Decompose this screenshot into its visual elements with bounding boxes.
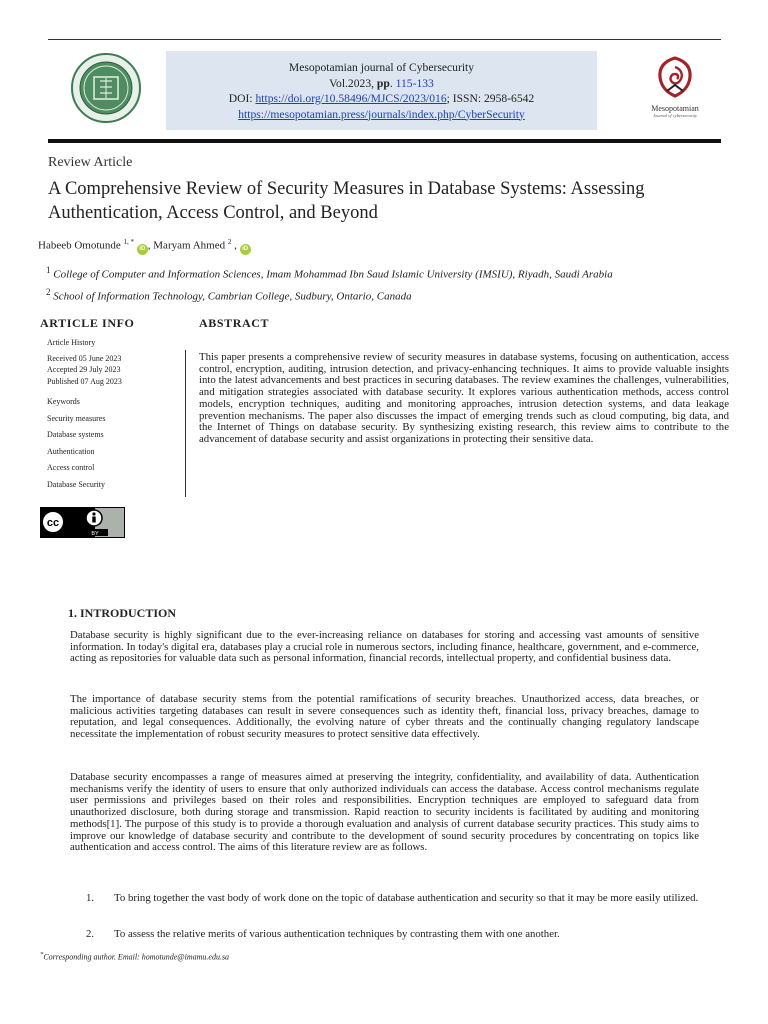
- orcid-icon[interactable]: iD: [240, 244, 251, 255]
- author-2-sup: 2: [227, 238, 232, 246]
- abstract-text: This paper presents a comprehensive review of security measures in database systems, focusing on authentication, access control, encryption, auditing, intrusion detection, and privacy-enhancing techniques. It aims to provide valuable insights into the latest advancements and best practices in securing databases. The review examines the challenges, vulnerabilities, and mitigation strategies associated with database security. It explores various authentication methods, access control models, encryption techniques, auditing and monitoring approaches, intrusion detection systems, and data leakage prevention mechanisms. The paper also discusses the impact of emerging trends such as cloud computing, big data, and the Internet of Things on database security. By synthesizing existing research, this review aims to contribute to the advancement of database security and assist organizations in protecting their sensitive data.: [199, 351, 729, 445]
- volume-text: Vol.2023,: [329, 76, 377, 90]
- orcid-icon[interactable]: iD: [137, 244, 148, 255]
- affiliation-2-text: School of Information Technology, Cambrian College, Sudbury, Ontario, Canada: [53, 290, 412, 303]
- keyword-item: Authentication: [47, 446, 95, 456]
- footnote-mark: *: [40, 951, 44, 958]
- pp-separator: .: [389, 76, 396, 90]
- list-item: [86, 893, 700, 917]
- keyword-item: Database systems: [47, 430, 104, 439]
- keyword-item: Database Security: [47, 479, 105, 489]
- journal-url-link[interactable]: https://mesopotamian.press/journals/index.php/CyberSecurity: [238, 107, 525, 121]
- introduction-heading: 1. INTRODUCTION: [68, 606, 177, 620]
- by-icon: BY: [91, 531, 99, 537]
- brand-name: Mesopotamian: [651, 104, 699, 113]
- footnote-text: Corresponding author. Email: homotunde@imamu.edu.sa: [43, 952, 230, 962]
- affiliation-2-num: 2: [46, 287, 51, 297]
- cc-by-license-badge[interactable]: [40, 507, 125, 538]
- journal-header-box: [166, 51, 597, 130]
- list-item-number: 2.: [86, 928, 95, 940]
- keyword-item: Security measures: [47, 413, 106, 423]
- corresponding-author-footnote: [40, 951, 229, 962]
- doi-link[interactable]: https://doi.org/10.58496/MJCS/2023/016: [255, 92, 447, 105]
- keywords-label: Keywords: [47, 397, 80, 406]
- published-date: Published 07 Aug 2023: [47, 376, 122, 386]
- mesopotamian-brand-logo: [641, 55, 709, 130]
- abstract-divider: [185, 350, 186, 497]
- author-1-sup: 1, *: [123, 238, 135, 246]
- article-info-list: [47, 337, 122, 495]
- affiliation-1-text: College of Computer and Information Sciences, Imam Mohammad Ibn Saud Islamic University (IMSIU), Riyadh, Saudi Arabia: [53, 268, 613, 281]
- author-2-name[interactable]: Maryam Ahmed: [153, 239, 228, 252]
- top-rule: [48, 39, 721, 40]
- doi-line: [166, 91, 597, 107]
- pp-label: pp: [376, 76, 390, 90]
- issn-text: ; ISSN: 2958-6542: [446, 92, 535, 105]
- author-separator: ,: [147, 239, 154, 252]
- doi-label: DOI:: [228, 92, 256, 105]
- list-item: [86, 929, 700, 941]
- list-item-text: To bring together the vast body of work done on the topic of database authentication and security so that it may be more easily utilized.: [114, 892, 699, 904]
- brand-subtitle: Journal of cybersecurity: [653, 113, 697, 118]
- list-item-number: 1.: [86, 892, 95, 904]
- shield-icon: [655, 55, 695, 99]
- affiliation-2: [46, 287, 412, 303]
- author-1-name[interactable]: Habeeb Omotunde: [38, 239, 124, 252]
- intro-paragraph-3: Database security encompasses a range of measures aimed at preserving the integrity, confidentiality, and availability of data. Authentication mechanisms verify the identity of users to ensure that only authorized individuals can access the database. Access control mechanisms regulate user permissions and privileges based on their roles and responsibilities. Encryption techniques are employed to safeguard data from unauthorized disclosure, both during storage and transmission. Rapid reaction to security incidents is facilitated by auditing and monitoring methods[1]. The purpose of this study is to provide a thorough evaluation and analysis of current database security practices. This study aims to improve our knowledge of database security and contribute to the development of sound security procedures by concentrating on topics like authentication and access control. The aims of this literature review are as follows.: [70, 771, 699, 854]
- article-type: Review Article: [48, 155, 133, 170]
- page-range: 115-133: [395, 76, 434, 90]
- accepted-date: Accepted 29 July 2023: [47, 365, 121, 374]
- cc-icon: cc: [46, 517, 60, 529]
- intro-paragraph-2: The importance of database security stems from the potential ramifications of security breaches. Unauthorized access, data breaches, or malicious activities targeting databases can result in severe consequences such as identity theft, financial loss, privacy breaches, damage to reputation, and legal consequences. Additionally, the evolving nature of cyber threats and the continually changing regulatory landscape necessitate the implementation of robust security measures to protect sensitive data effectively.: [70, 693, 699, 741]
- author-line: [38, 238, 251, 255]
- received-date: Received 05 June 2023: [47, 353, 122, 363]
- affiliation-1-num: 1: [46, 265, 51, 275]
- university-seal-logo: [70, 52, 142, 124]
- header-thick-rule: [48, 139, 721, 143]
- article-title: A Comprehensive Review of Security Measures in Database Systems: Assessing Authentication, Access Control, and Beyond: [48, 179, 645, 223]
- author-end: ,: [231, 239, 237, 252]
- affiliation-1: [46, 265, 613, 281]
- list-item-text: To assess the relative merits of various authentication techniques by contrasting them with one another.: [114, 928, 560, 940]
- article-info-heading: ARTICLE INFO: [40, 316, 135, 330]
- abstract-heading: ABSTRACT: [199, 316, 270, 330]
- article-history-label: Article History: [47, 338, 96, 347]
- keyword-item: Access control: [47, 463, 95, 472]
- intro-paragraph-1: Database security is highly significant due to the ever-increasing reliance on databases for storing and accessing vast amounts of sensitive information. In today's digital era, databases play a crucial role in numerous sectors, including finance, healthcare, government, and e-commerce, acting as repositories for valuable data such as personal information, financial records, intellectual property, and confidential business data.: [70, 629, 699, 665]
- volume-pages-line: [166, 76, 597, 92]
- journal-name: Mesopotamian journal of Cybersecurity: [288, 61, 475, 74]
